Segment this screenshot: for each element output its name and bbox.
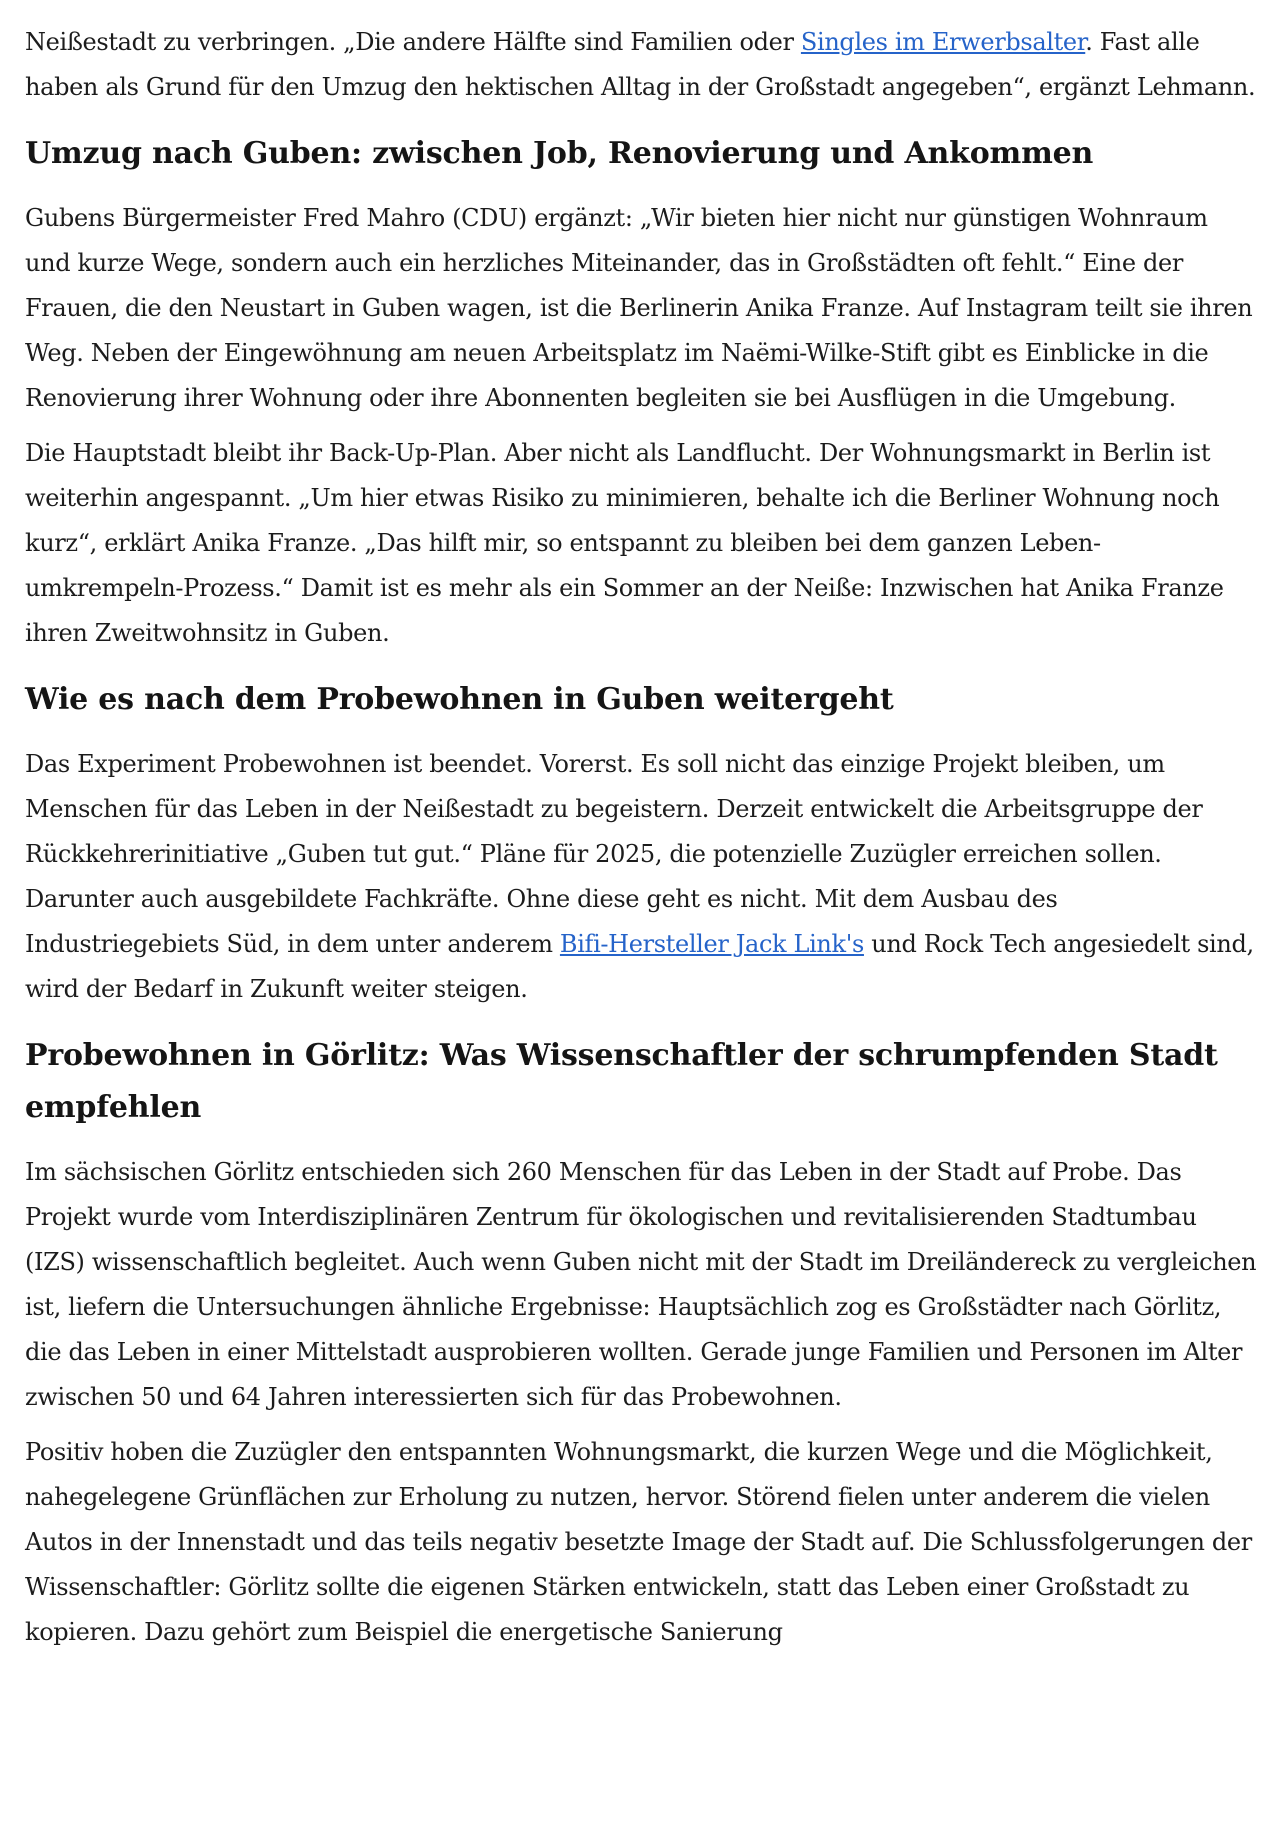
paragraph-text: . Fast alle haben als Grund für den Umzug den hektischen Alltag in der Großstadt angegeben“, ergänzt Lehmann.	[25, 28, 1256, 101]
link-bifi-hersteller[interactable]: Bifi-Hersteller Jack Link's	[559, 930, 864, 958]
paragraph-text: Das Experiment Probewohnen ist beendet. Vorerst. Es soll nicht das einzige Projekt bleiben, um Menschen für das Leben in der Neißestadt zu begeistern. Derzeit entwickelt die Arbeitsgruppe der Rückkehrerinitiative „Guben tut gut.“ Pläne für 2025, die potenzielle Zuzügler erreichen sollen. Darunter auch ausgebildete Fachkräfte. Ohne diese geht es nicht. Mit dem Ausbau des Industriegebiets Süd, in dem unter anderem	[25, 750, 1203, 958]
heading-umzug-nach-guben: Umzug nach Guben: zwischen Job, Renovierung und Ankommen	[25, 136, 1094, 171]
paragraph-experiment	[25, 742, 1258, 1012]
heading-probewohnen-weiter: Wie es nach dem Probewohnen in Guben weitergeht	[25, 682, 894, 717]
heading-probewohnen-goerlitz: Probewohnen in Görlitz: Was Wissenschaftler der schrumpfenden Stadt empfehlen	[25, 1038, 1218, 1125]
paragraph-hauptstadt: Die Hauptstadt bleibt ihr Back-Up-Plan. Aber nicht als Landflucht. Der Wohnungsmarkt in Berlin ist weiterhin angespannt. „Um hier etwas Risiko zu minimieren, behalte ich die Berliner Wohnung noch kurz“, erklärt Anika Franze. „Das hilft mir, so entspannt zu bleiben bei dem ganzen Leben-umkrempeln-Prozess.“ Damit ist es mehr als ein Sommer an der Neiße: Inzwischen hat Anika Franze ihren Zweitwohnsitz in Guben.	[25, 439, 1224, 647]
paragraph-mahro: Gubens Bürgermeister Fred Mahro (CDU) ergänzt: „Wir bieten hier nicht nur günstigen Wohnraum und kurze Wege, sondern auch ein herzliches Miteinander, das in Großstädten oft fehlt.“ Eine der Frauen, die den Neustart in Guben wagen, ist die Berlinerin Anika Franze. Auf Instagram teilt sie ihren Weg. Neben der Eingewöhnung am neuen Arbeitsplatz im Naëmi-Wilke-Stift gibt es Einblicke in die Renovierung ihrer Wohnung oder ihre Abonnenten begleiten sie bei Ausflügen in die Umgebung.	[25, 204, 1253, 412]
paragraph-intro	[25, 20, 1258, 110]
paragraph-text: Neißestadt zu verbringen. „Die andere Hälfte sind Familien oder	[25, 28, 801, 56]
paragraph-positiv: Positiv hoben die Zuzügler den entspannten Wohnungsmarkt, die kurzen Wege und die Möglichkeit, nahegelegene Grünflächen zur Erholung zu nutzen, hervor. Störend fielen unter anderem die vielen Autos in der Innenstadt und das teils negativ besetzte Image der Stadt auf. Die Schlussfolgerungen der Wissenschaftler: Görlitz sollte die eigenen Stärken entwickeln, statt das Leben einer Großstadt zu kopieren. Dazu gehört zum Beispiel die energetische Sanierung	[25, 1438, 1252, 1646]
paragraph-goerlitz: Im sächsischen Görlitz entschieden sich 260 Menschen für das Leben in der Stadt auf Probe. Das Projekt wurde vom Interdisziplinären Zentrum für ökologischen und revitalisierenden Stadtumbau (IZS) wissenschaftlich begleitet. Auch wenn Guben nicht mit der Stadt im Dreiländereck zu vergleichen ist, liefern die Untersuchungen ähnliche Ergebnisse: Hauptsächlich zog es Großstädter nach Görlitz, die das Leben in einer Mittelstadt ausprobieren wollten. Gerade junge Familien und Personen im Alter zwischen 50 und 64 Jahren interessierten sich für das Probewohnen.	[25, 1158, 1257, 1411]
paragraph-text: und Rock Tech angesiedelt sind, wird der Bedarf in Zukunft weiter steigen.	[25, 930, 1254, 1003]
link-singles-im-erwerbsalter[interactable]: Singles im Erwerbsalter	[800, 28, 1086, 56]
